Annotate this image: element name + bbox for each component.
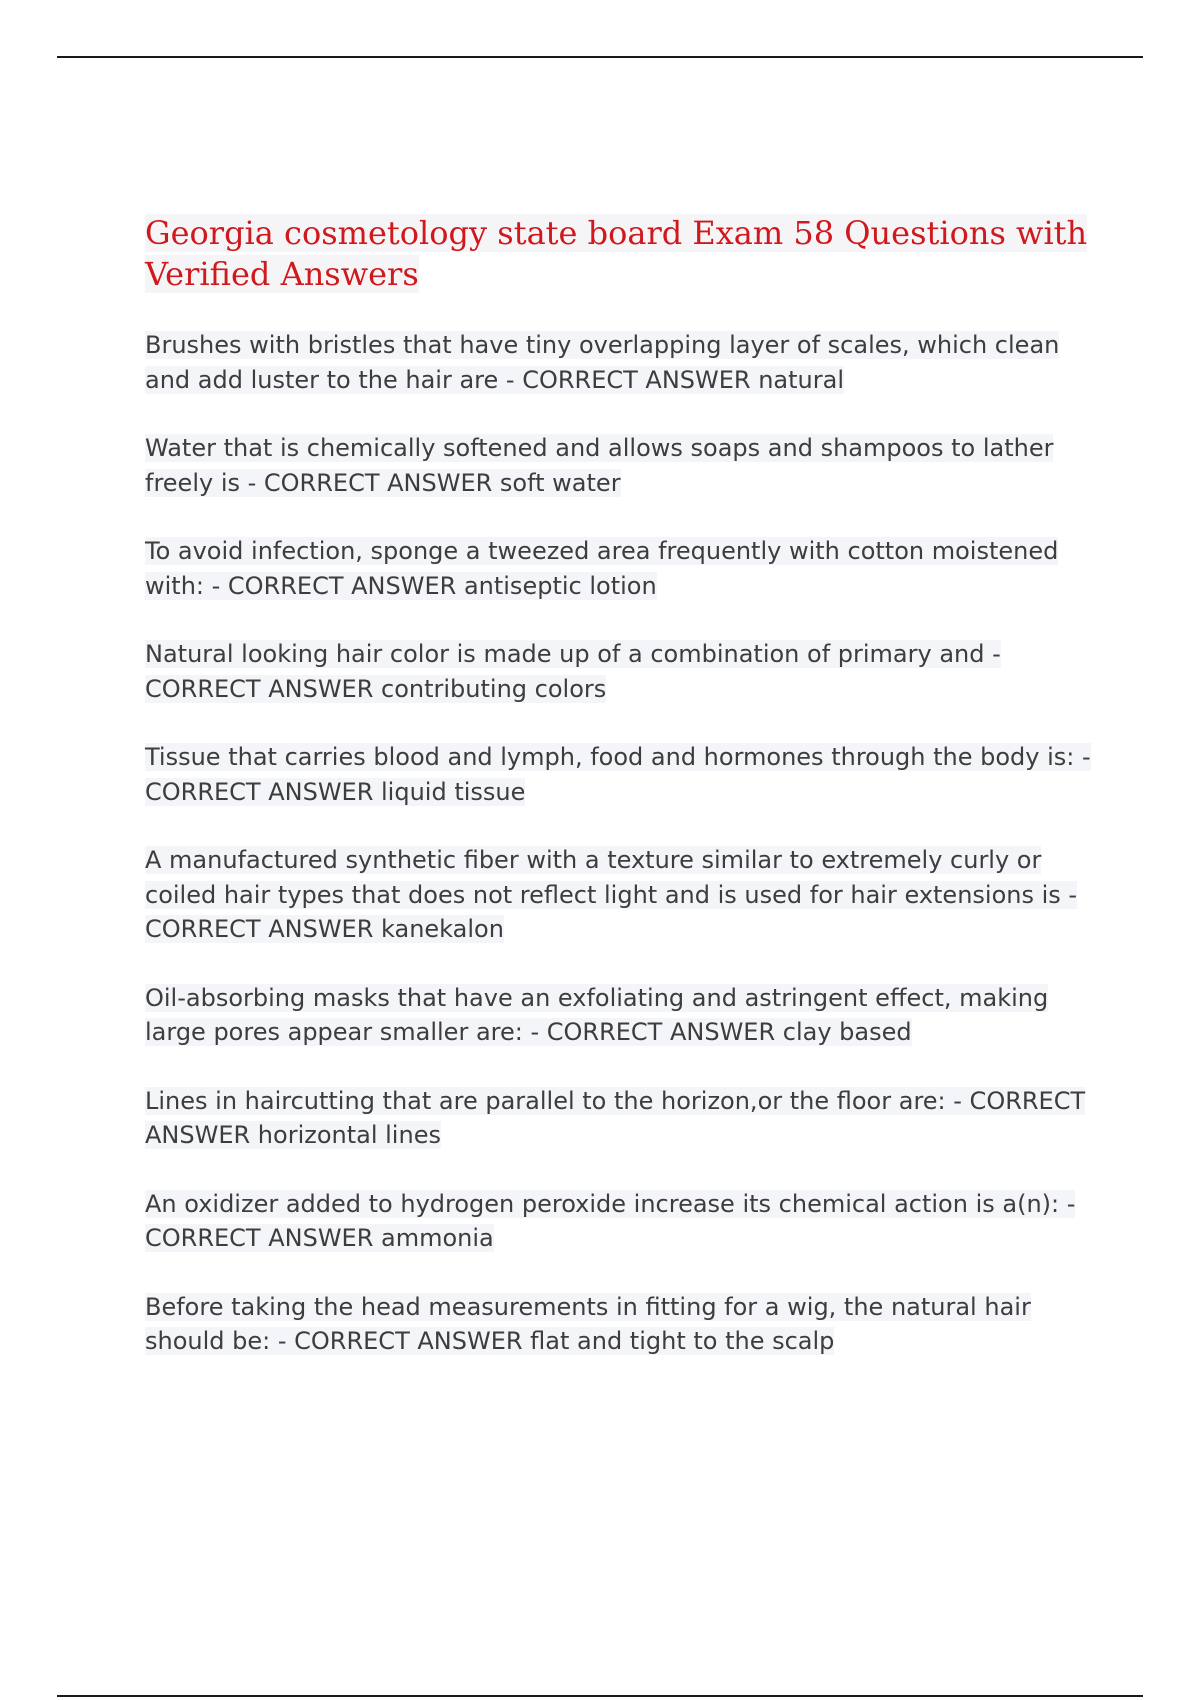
qa-item-9 <box>145 1187 1095 1256</box>
qa-item-4 <box>145 637 1095 706</box>
document-body <box>145 213 1095 1393</box>
qa-item-7-text: Oil-absorbing masks that have an exfoliating and astringent effect, making large pores appear smaller are: - CORRECT ANSWER clay based <box>145 983 1049 1046</box>
qa-item-6-text: A manufactured synthetic fiber with a texture similar to extremely curly or coiled hair types that does not reflect light and is used for hair extensions is - CORRECT ANSWER kanekalon <box>145 846 1078 943</box>
qa-item-1-text: Brushes with bristles that have tiny overlapping layer of scales, which clean and add luster to the hair are - CORRECT ANSWER natural <box>145 331 1060 394</box>
qa-item-1 <box>145 328 1095 397</box>
top-rule <box>57 56 1143 58</box>
qa-item-2-text: Water that is chemically softened and allows soaps and shampoos to lather freely is - CORRECT ANSWER soft water <box>145 434 1054 497</box>
qa-item-7 <box>145 981 1095 1050</box>
qa-item-8-text: Lines in haircutting that are parallel to the horizon,or the floor are: - CORRECT ANSWER horizontal lines <box>145 1086 1086 1149</box>
qa-item-2 <box>145 431 1095 500</box>
document-title-text: Georgia cosmetology state board Exam 58 Questions with Verified Answers <box>145 214 1088 293</box>
bottom-rule <box>57 1695 1143 1697</box>
qa-item-6 <box>145 843 1095 947</box>
qa-item-4-text: Natural looking hair color is made up of a combination of primary and - CORRECT ANSWER contributing colors <box>145 640 1001 703</box>
qa-item-5 <box>145 740 1095 809</box>
qa-item-8 <box>145 1084 1095 1153</box>
qa-item-3 <box>145 534 1095 603</box>
qa-item-10-text: Before taking the head measurements in fitting for a wig, the natural hair should be: - CORRECT ANSWER flat and tight to the scalp <box>145 1292 1031 1355</box>
qa-item-3-text: To avoid infection, sponge a tweezed area frequently with cotton moistened with: - CORRECT ANSWER antiseptic lotion <box>145 537 1059 600</box>
qa-item-10 <box>145 1290 1095 1359</box>
qa-item-5-text: Tissue that carries blood and lymph, food and hormones through the body is: - CORRECT ANSWER liquid tissue <box>145 743 1091 806</box>
qa-item-9-text: An oxidizer added to hydrogen peroxide increase its chemical action is a(n): - CORRECT ANSWER ammonia <box>145 1189 1076 1252</box>
document-title <box>145 213 1095 295</box>
